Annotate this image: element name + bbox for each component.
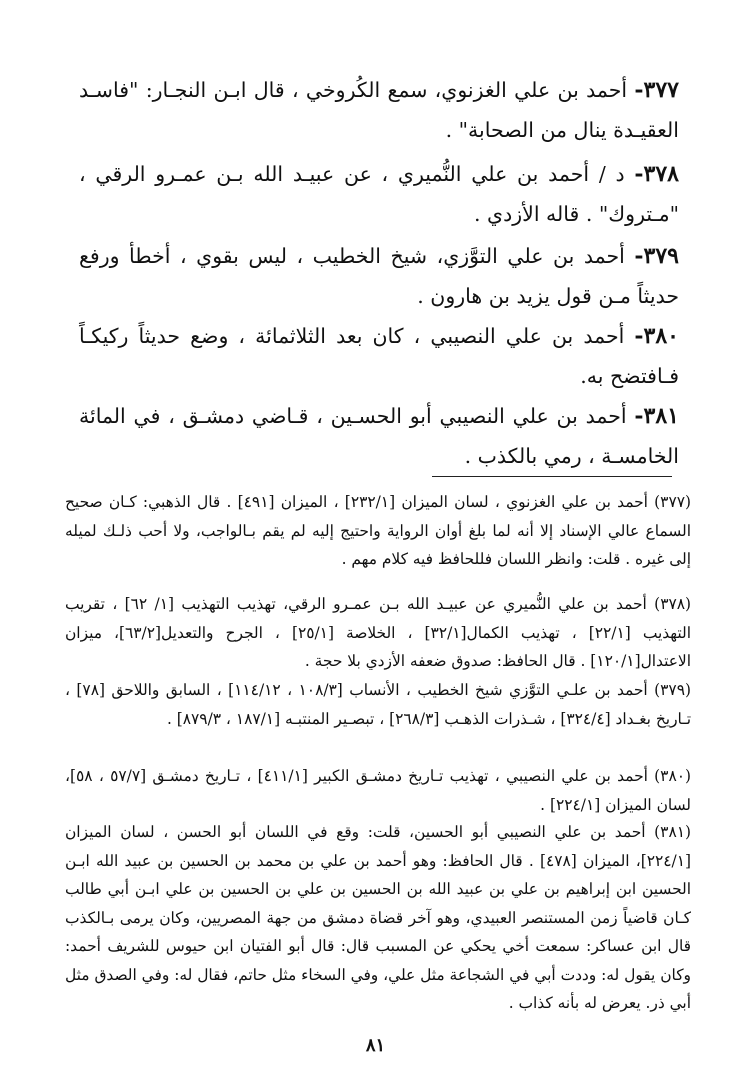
footnote-381: (٣٨١) أحمد بن علي النصيبي أبو الحسين، قلت: وقع في اللسان أبو الحسن ، لسان الميزان [٢٢٤/١]، الميزان [٤٧٨] . قال الحافظ: وهو أحمد بن علي بن محمد بن الحسين بن عبيد الله ابـن الحسين ابن إبراهيم بن علي بن عبيد الله بن الحسين بن علي بن الحسين بن علي ابـن أبي طالب كـان قاضياً زمن المستنصر العبيدي، وهو آخر قضاة دمشق من جهة المصريين، وكان يرمى بـالكذب قال ابن عساكر: سمعت أخي يحكي عن المسبب قال: قال أبو الفتيان ابن حيوس للشريف أحمد: وكان يقول له: وددت أبي في الشجاعة مثل علي، وفي السخاء مثل حاتم، فقال له: وفي الصدق مثل أبي ذر. يعرض له بأنه كذاب . (65, 823, 691, 1012)
entry-text: أحمد بن علي التوَّزي، شيخ الخطيب ، ليس بقوي ، أخطأ ورفع حديثاً مـن قول يزيد بن هارون . (79, 244, 679, 308)
footnote-separator (432, 476, 672, 477)
footnote-380: (٣٨٠) أحمد بن علي النصيبي ، تهذيب تـاريخ دمشـق الكبير [٤١١/١] ، تـاريخ دمشـق [٥٧/٧ ، ٥٨]، لسان الميزان [٢٢٤/١] . (65, 767, 691, 814)
entry-number: ٣٧٨- (634, 161, 679, 187)
footnote-378: (٣٧٨) أحمد بن علي النُّميري عن عبيـد الله بـن عمـرو الرقي، تهذيب التهذيب [١/ ٦٢] ، تقريب التهذيب [٢٢/١] ، تهذيب الكمال[٣٢/١] ، الخلاصة [٢٥/١] ، الجرح والتعديل[٦٣/٢]، ميزان الاعتدال[١٢٠/١] . قال الحافظ: صدوق ضعفه الأزدي بلا حجة . (65, 595, 692, 670)
page-number: ٨١ (365, 1035, 386, 1056)
entry-381 (79, 396, 679, 476)
entry-text: أحمد بن علي النصيبي أبو الحسـين ، قـاضي دمشـق ، في المائة الخامسـة ، رمي بالكذب . (79, 404, 679, 468)
entry-text: د / أحمد بن علي النُّميري ، عن عبيـد الله بـن عمـرو الرقي ، "مـتروك" . قاله الأزدي . (79, 162, 679, 226)
entry-number: ٣٧٩- (634, 243, 679, 269)
entry-378 (79, 154, 679, 234)
entry-number: ٣٨١- (634, 403, 679, 429)
footnote-379: (٣٧٩) أحمد بن علـي التوَّزي شيخ الخطيب ، الأنساب [١٠٨/٣ ، ١١٤/١٢] ، السابق واللاحق [٧٨] ، تـاريخ بغـداد [٣٢٤/٤] ، شـذرات الذهـب [٢٦٨/٣] ، تبصـير المنتبـه [١٨٧/١ ، ٨٧٩/٣] . (65, 681, 691, 728)
entry-number: ٣٨٠- (634, 323, 679, 349)
entry-377 (79, 70, 679, 150)
entry-379 (79, 236, 679, 316)
entry-number: ٣٧٧- (634, 77, 679, 103)
footnote-377: (٣٧٧) أحمد بن علي الغزنوي ، لسان الميزان [٢٣٢/١] ، الميزان [٤٩١] . قال الذهبي: كـان صحيح السماع عالي الإسناد إلا أنه لما بلغ أوان الرواية واحتيج إليه لم يقم بـالواجب، ولا أحب ذلـك لميله إلى غيره . قلت: وانظر اللسان فللحافظ فيه كلام مهم . (65, 493, 691, 568)
entry-text: أحمد بن علي الغزنوي، سمع الكُروخي ، قال ابـن النجـار: "فاسـد العقيـدة ينال من الصحابة" . (79, 78, 679, 142)
entry-text: أحمد بن علي النصيبي ، كان بعد الثلاثمائة ، وضع حديثاً ركيكـاً فـافتضح به. (79, 324, 679, 388)
entry-380 (79, 316, 679, 396)
